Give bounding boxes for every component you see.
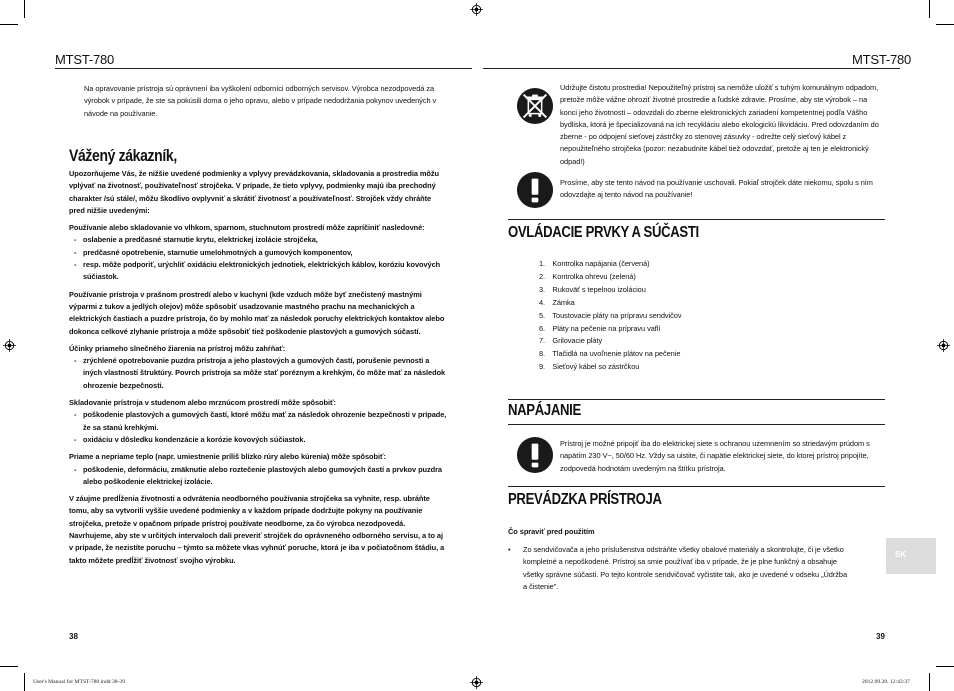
right-footer: 2012.09.20. 12:43:37	[862, 679, 910, 685]
crossed-bin-icon	[516, 87, 554, 125]
section-rule	[508, 219, 885, 220]
paragraph: Používanie prístroja v prašnom prostredí alebo v kuchyni (kde vzduch môže byť znečistený mastnými výparmi z tukov a jedlých olejov) môže spôsobiť usadzovanie mastného prachu na mechanických a elektrických častiach a puzdre prístroja, čo by mohlo mať za následok poruchy elektrických kontaktov alebo dokonca celkové zlyhanie prístroja a môže spôsobiť tiež poškodenie plastových a gumových súčastí.	[69, 289, 445, 336]
language-tab	[886, 538, 936, 574]
list-item: - resp. môže podporiť, urýchliť oxidáciu elektronických jednotiek, elektrických káblov, koróziu kovových súčiastok.	[69, 259, 447, 284]
paragraph: V záujme predĺženia životnosti a odvrátenia neodborného používania strojčeka sa vyhnite, resp. ubráňte tomu, aby sa vytvorili vyššie uvedené podmienky a v každom prípade dodržujte pokyny na používanie strojčeka, pretože v opačnom prípade prístroj používate neodborne, za čo výrobca nezodpovedá. Navrhujeme, aby ste v určitých intervaloch dali preveriť strojček do oprávneného odborného servisu, a to aj v prípade, že nezistíte poruchu – týmto sa môžete vkas vyhnúť poruche, ktorá je iba v počiatočnom štádiu, a takto môžete predĺžiť životnosť svojho výrobku.	[69, 494, 445, 565]
list-item: 2. Kontrolka ohrevu (zelená)	[539, 271, 636, 281]
header-rule	[483, 68, 900, 69]
section-rule	[508, 399, 885, 400]
list-item: - oxidáciu v dôsledku kondenzácie a korózie kovových súčiastok.	[69, 434, 447, 446]
crop-mark	[24, 0, 25, 18]
left-intro: Na opravovanie prístroja sú oprávnení iba vyškolení odborníci odborných servisov. Výrobca nezodpovedá za výrobok v prípade, že ste sa pokúsili doma o jeho opravu, alebo v prípade nedodržania pokynov uvedených v návode na používanie.	[84, 84, 437, 118]
list-item: 9. Sieťový kábel so zástrčkou	[539, 362, 640, 372]
crop-mark	[0, 24, 18, 25]
registration-mark-icon	[470, 3, 483, 16]
list-item: - predčasné opotrebenie, starnutie umelohmotných a gumových komponentov,	[69, 247, 447, 259]
bullet-list	[69, 409, 447, 446]
paragraph: Priame a nepriame teplo (napr. umiestnenie príliš blízko rúry alebo kúrenia) môže spôsobiť:	[69, 452, 386, 462]
list-item: • Zo sendvičovača a jeho príslušenstva odstráňte všetky obalové materiály a skontrolujte, či je všetko kompletné a nepoškodené. Prístroj sa smie používať iba v prípade, že je plne funkčný a obsahuje všetky správne súčasti. Po tejto kontrole sendvičovač vyčistite tak, ako je uvedené v odseku „Údržba a čistenie".	[508, 545, 848, 591]
paragraph: Upozorňujeme Vás, že nižšie uvedené podmienky a vplyvy prevádzkovania, skladovania a prostredia môžu vplývať na životnosť, používateľnosť strojčeka. V prípade, že tieto vplyvy, podmienky majú iba prechodný charakter /sú stále/, môžu škodlivo ovplyvniť a skrátiť životnosť a používateľnosť. Strojček vždy chráňte pred nižšie uvedenými:	[69, 169, 440, 215]
left-body	[69, 168, 447, 567]
controls-heading: OVLÁDACIE PRVKY A SÚČASTI	[508, 224, 699, 241]
list-item: 6. Pláty na pečenie na prípravu vaflí	[539, 323, 661, 333]
list-item: 8. Tlačidlá na uvoľnenie plátov na pečenie	[539, 349, 681, 359]
keep-manual-text: Prosíme, aby ste tento návod na používanie uschovali. Pokiaľ strojček dáte niekomu, spolu s ním odovzdajte aj tento návod na používanie!	[560, 178, 873, 200]
right-page-header: MTST-780	[852, 52, 912, 67]
registration-mark-icon	[470, 676, 483, 689]
bullet-list	[69, 464, 447, 489]
paragraph: Skladovanie prístroja v studenom alebo mrznúcom prostredí môže spôsobiť:	[69, 398, 336, 408]
section-rule	[508, 486, 885, 487]
power-heading: NAPÁJANIE	[508, 402, 581, 419]
crop-mark	[929, 673, 930, 691]
language-tab-label: SK	[895, 550, 907, 559]
crop-mark	[24, 673, 25, 691]
first-use-text: Zo sendvičovača a jeho príslušenstva odstráňte všetky obalové materiály a skontrolujte, či je všetko kompletné a nepoškodené. Prístroj sa smie používať iba v prípade, že je plne funkčný a obsahuje všetky správne súčasti. Po tejto kontrole sendvičovač vyčistite tak, ako je uvedené v odseku „Údržba a čistenie".	[523, 545, 848, 591]
bullet-list	[69, 234, 447, 283]
list-item: 1. Kontrolka napájania (červená)	[539, 259, 650, 268]
paragraph: Účinky priameho slnečného žiarenia na prístroj môžu zahŕňať:	[69, 343, 286, 353]
first-use-list	[508, 544, 848, 593]
exclamation-icon	[516, 436, 554, 474]
list-item: - poškodenie plastových a gumových častí, ktoré môžu mať za následok ohrozenie bezpečnosti v prípade, že sa stanú krehkými.	[69, 409, 447, 434]
header-rule	[55, 68, 472, 69]
right-page-number: 39	[876, 632, 885, 641]
registration-mark-icon	[937, 339, 950, 352]
list-item: 4. Zámka	[539, 297, 575, 307]
list-item: - poškodenie, deformáciu, zmäknutie alebo roztečenie plastových alebo gumových častí a prvkov puzdra alebo poškodenie elektrickej izolácie.	[69, 464, 447, 489]
section-rule	[508, 424, 885, 425]
list-item: - zrýchlené opotrebovanie puzdra prístroja a jeho plastových a gumových častí, porušenie pevnosti a iných vlastností štruktúry. Povrch prístroja sa môže stať poréznym a krehkým, čo môže mať za následok ohrozenie bezpečnosti.	[69, 355, 447, 392]
power-text: Prístroj je možné pripojiť iba do elektrickej siete s ochranou uzemnením so striedavým prúdom s napätím 230 V~, 50/60 Hz. Vždy sa uistite, či napätie elektrickej siete, do ktorej prístroj pripojíte, zodpovedá hodnotám uvedeným na štítku prístroja.	[560, 439, 870, 473]
exclamation-icon	[516, 171, 554, 209]
controls-list	[539, 258, 839, 374]
environment-text: Udržujte čistotu prostredia! Nepoužiteľný prístroj sa nemôže uložiť s tuhým komunálnym odpadom, pretože môže vážne ohroziť životné prostredie a ľudské zdravie. Prosíme, aby ste výrobok – na konci jeho životnosti – odovzdali do zberne elektronických zariadení kompetentnej podľa Vášho bydliska, ktorá je špecializovaná na ich recykláciu alebo ekologickú likvidáciu. Pred odovzdaním do zberne - po odpojení sieťovej zástrčky zo stenovej zásuvky - odrežte celý sieťový kábel z nepoužiteľného strojčeka (pozor: nezabudnite kábel tiež odovzdať, pretože aj ten je elektronický odpad!)	[560, 83, 879, 166]
paragraph: Používanie alebo skladovanie vo vlhkom, sparnom, stuchnutom prostredí môže zapríčiniť nasledovné:	[69, 223, 425, 233]
list-item: 3. Rukoväť s tepelnou izoláciou	[539, 284, 646, 294]
crop-mark	[0, 666, 18, 667]
operation-heading: PREVÁDZKA PRÍSTROJA	[508, 491, 662, 508]
list-item: - oslabenie a predčasné starnutie krytu, elektrickej izolácie strojčeka,	[69, 234, 447, 246]
left-page-number: 38	[69, 632, 78, 641]
crop-mark	[929, 0, 930, 18]
first-use-heading: Čo spraviť pred použitím	[508, 527, 595, 536]
left-heading: Vážený zákazník,	[69, 146, 177, 165]
crop-mark	[936, 24, 954, 25]
list-item: 7. Grilovacie pláty	[539, 336, 603, 346]
crop-mark	[936, 666, 954, 667]
bullet-list	[69, 355, 447, 392]
list-item: 5. Toustovacie pláty na prípravu sendvičov	[539, 310, 682, 320]
registration-mark-icon	[3, 339, 16, 352]
left-page-header: MTST-780	[55, 52, 115, 67]
left-footer: User's Manual for MTST-780.indd 38-39	[33, 679, 126, 685]
